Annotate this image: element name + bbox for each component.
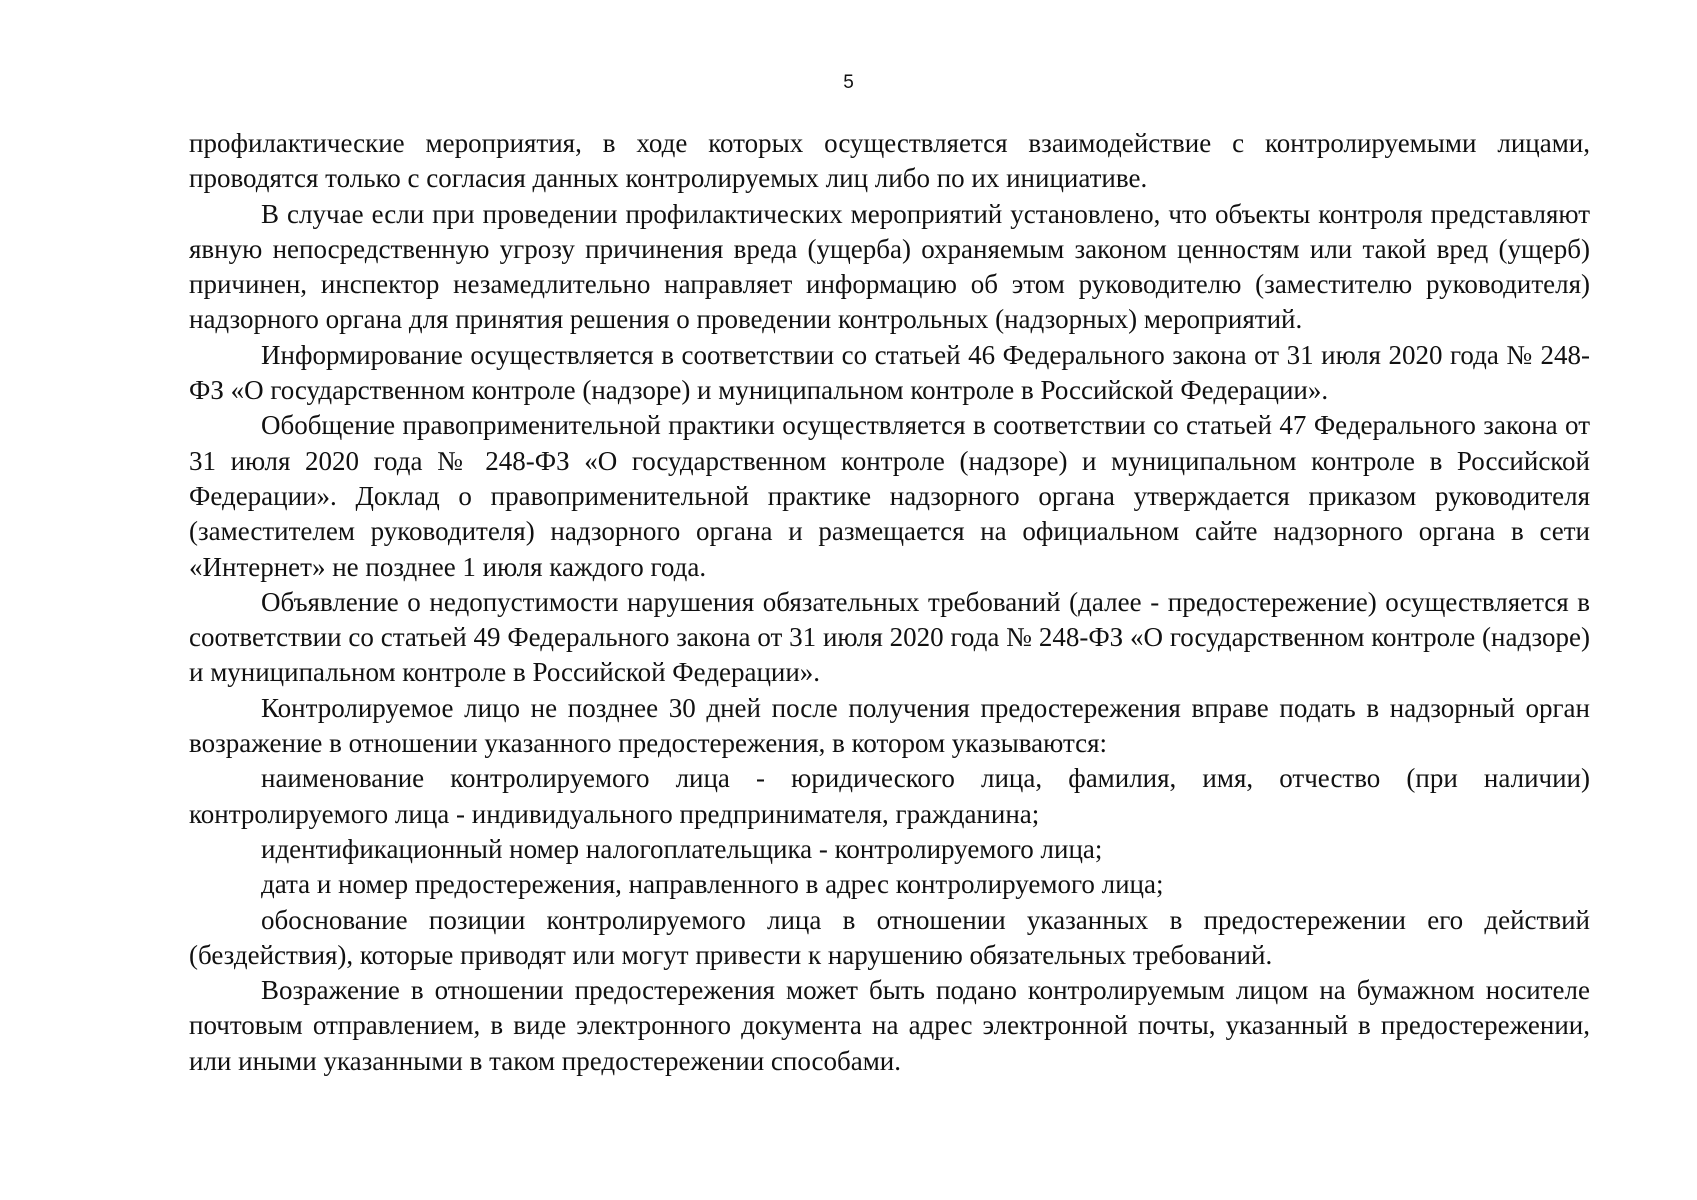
page-number: 5 [843, 72, 854, 93]
paragraph-objection-right: Контролируемое лицо не позднее 30 дней после получения предостережения вправе подать в надзорный орган возражение в отношении указанного предостережения, в котором указываются: [189, 692, 1590, 759]
list-item-justification: обоснование позиции контролируемого лица в отношении указанных в предостережении его действий (бездействия), которые приводят или могут привести к нарушению обязательных требований. [189, 904, 1590, 970]
paragraph-threat-notice: В случае если при проведении профилактических мероприятий установлено, что объекты контроля представляют явную непосредственную угрозу причинения вреда (ущерба) охраняемым законом ценностям или такой вред (ущерб) причинен, инспектор незамедлительно направляет информацию об этом руководителю (заместителю руководителя) надзорного органа для принятия решения о проведении контрольных (надзорных) мероприятий. [189, 198, 1590, 335]
paragraph-informing: Информирование осуществляется в соответствии со статьей 46 Федерального закона от 31 июля 2020 года № 248-ФЗ «О государственном контроле (надзоре) и муниципальном контроле в Российской Федерации». [189, 339, 1590, 406]
document-body [189, 126, 1590, 1079]
paragraph-practice-summary: Обобщение правоприменительной практики осуществляется в соответствии со статьей 47 Федерального закона от 31 июля 2020 года № 248-ФЗ «О государственном контроле (надзоре) и муниципальном контроле в Российской Федерации». Доклад о правоприменительной практике надзорного органа утверждается приказом руководителя (заместителем руководителя) надзорного органа и размещается на официальном сайте надзорного органа в сети «Интернет» не позднее 1 июля каждого года. [189, 410, 1590, 582]
paragraph-warning-announcement: Объявление о недопустимости нарушения обязательных требований (далее - предостережение) осуществляется в соответствии со статьей 49 Федерального закона от 31 июля 2020 года № 248-ФЗ «О государственном контроле (надзоре) и муниципальном контроле в Российской Федерации». [189, 586, 1590, 688]
list-item-name: наименование контролируемого лица - юридического лица, фамилия, имя, отчество (при наличии) контролируемого лица - индивидуального предпринимателя, гражданина; [189, 763, 1590, 829]
paragraph-continuation: профилактические мероприятия, в ходе которых осуществляется взаимодействие с контролируемыми лицами, проводятся только с согласия данных контролируемых лиц либо по их инициативе. [189, 128, 1590, 194]
paragraph-objection-delivery: Возражение в отношении предостережения может быть подано контролируемым лицом на бумажном носителе почтовым отправлением, в виде электронного документа на адрес электронной почты, указанный в предостережении, или иными указанными в таком предостережении способами. [189, 975, 1590, 1076]
list-item-warning-date: дата и номер предостережения, направленного в адрес контролируемого лица; [261, 869, 1164, 900]
list-item-tax-id: идентификационный номер налогоплательщика - контролируемого лица; [261, 833, 1103, 864]
